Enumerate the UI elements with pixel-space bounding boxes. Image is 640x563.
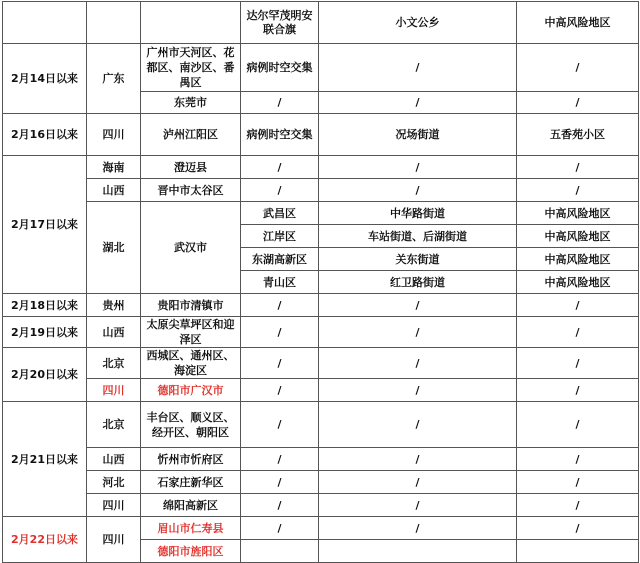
- regions-table: [2, 1, 639, 563]
- township-cell: /: [319, 348, 517, 379]
- banner-cell: /: [241, 92, 319, 114]
- banner-cell: /: [241, 402, 319, 448]
- province-cell: 四川: [87, 517, 141, 563]
- banner-cell: /: [241, 494, 319, 517]
- city-cell: 德阳市广汉市: [141, 379, 241, 402]
- risk-cell: /: [517, 156, 639, 179]
- city-cell: 绵阳高新区: [141, 494, 241, 517]
- table-row: [3, 44, 639, 92]
- banner-cell: 江岸区: [241, 225, 319, 248]
- banner-cell: 病例时空交集: [241, 114, 319, 156]
- date-cell: 2月20日以来: [3, 348, 87, 402]
- date-cell: 2月18日以来: [3, 294, 87, 317]
- township-cell: /: [319, 317, 517, 348]
- province-cell: 湖北: [87, 202, 141, 294]
- header-township-cell: 小文公乡: [319, 2, 517, 44]
- township-cell: /: [319, 156, 517, 179]
- township-cell: /: [319, 92, 517, 114]
- banner-cell: 青山区: [241, 271, 319, 294]
- risk-cell: /: [517, 92, 639, 114]
- city-cell: 太原尖草坪区和迎泽区: [141, 317, 241, 348]
- township-cell: /: [319, 494, 517, 517]
- table-row: [3, 448, 639, 471]
- risk-cell: [517, 540, 639, 563]
- city-cell: 武汉市: [141, 202, 241, 294]
- table-row: [3, 202, 639, 225]
- township-cell: /: [319, 379, 517, 402]
- province-cell: 河北: [87, 471, 141, 494]
- township-cell: /: [319, 471, 517, 494]
- city-cell: 东莞市: [141, 92, 241, 114]
- township-cell: /: [319, 448, 517, 471]
- risk-cell: /: [517, 44, 639, 92]
- township-cell: 车站街道、后湖街道: [319, 225, 517, 248]
- banner-cell: /: [241, 294, 319, 317]
- risk-cell: 五香苑小区: [517, 114, 639, 156]
- table-row: [3, 179, 639, 202]
- city-cell: 德阳市旌阳区: [141, 540, 241, 563]
- province-cell: 北京: [87, 402, 141, 448]
- risk-cell: /: [517, 179, 639, 202]
- banner-cell: /: [241, 348, 319, 379]
- table-row: [3, 402, 639, 448]
- city-cell: 眉山市仁寿县: [141, 517, 241, 540]
- province-cell: 四川: [87, 114, 141, 156]
- risk-cell: /: [517, 402, 639, 448]
- table-row: [3, 379, 639, 402]
- city-cell: 丰台区、顺义区、经开区、朝阳区: [141, 402, 241, 448]
- table-row: [3, 317, 639, 348]
- banner-cell: [241, 540, 319, 563]
- table-body: [3, 2, 639, 563]
- township-cell: 况场街道: [319, 114, 517, 156]
- township-cell: /: [319, 294, 517, 317]
- township-cell: /: [319, 179, 517, 202]
- city-cell: 澄迈县: [141, 156, 241, 179]
- township-cell: [319, 540, 517, 563]
- header-row: [3, 2, 639, 44]
- table-row: [3, 114, 639, 156]
- banner-cell: /: [241, 179, 319, 202]
- township-cell: 中华路街道: [319, 202, 517, 225]
- banner-cell: /: [241, 517, 319, 540]
- province-cell: 四川: [87, 379, 141, 402]
- risk-cell: /: [517, 494, 639, 517]
- banner-cell: 武昌区: [241, 202, 319, 225]
- risk-cell: /: [517, 471, 639, 494]
- table-row: [3, 471, 639, 494]
- risk-cell: 中高风险地区: [517, 248, 639, 271]
- date-cell: 2月21日以来: [3, 402, 87, 517]
- header-date-cell: [3, 2, 87, 44]
- banner-cell: /: [241, 317, 319, 348]
- risk-cell: /: [517, 448, 639, 471]
- risk-cell: /: [517, 348, 639, 379]
- banner-cell: 病例时空交集: [241, 44, 319, 92]
- banner-cell: /: [241, 379, 319, 402]
- header-province-cell: [87, 2, 141, 44]
- header-city-cell: [141, 2, 241, 44]
- province-cell: 山西: [87, 448, 141, 471]
- date-cell: 2月19日以来: [3, 317, 87, 348]
- header-risk-cell: 中高风险地区: [517, 2, 639, 44]
- table-row: [3, 517, 639, 540]
- township-cell: /: [319, 44, 517, 92]
- header-banner-cell: 达尔罕茂明安联合旗: [241, 2, 319, 44]
- city-cell: 石家庄新华区: [141, 471, 241, 494]
- city-cell: 泸州江阳区: [141, 114, 241, 156]
- township-cell: /: [319, 517, 517, 540]
- city-cell: 忻州市忻府区: [141, 448, 241, 471]
- date-cell: 2月14日以来: [3, 44, 87, 114]
- risk-cell: 中高风险地区: [517, 225, 639, 248]
- risk-cell: /: [517, 317, 639, 348]
- risk-cell: 中高风险地区: [517, 271, 639, 294]
- province-cell: 山西: [87, 317, 141, 348]
- table-row: [3, 156, 639, 179]
- table-row: [3, 494, 639, 517]
- table-row: [3, 348, 639, 379]
- date-cell: 2月17日以来: [3, 156, 87, 294]
- table-row: [3, 294, 639, 317]
- banner-cell: /: [241, 448, 319, 471]
- city-cell: 西城区、通州区、海淀区: [141, 348, 241, 379]
- city-cell: 晋中市太谷区: [141, 179, 241, 202]
- risk-cell: /: [517, 294, 639, 317]
- date-cell: 2月16日以来: [3, 114, 87, 156]
- risk-cell: /: [517, 517, 639, 540]
- risk-cell: 中高风险地区: [517, 202, 639, 225]
- risk-cell: /: [517, 379, 639, 402]
- township-cell: 关东街道: [319, 248, 517, 271]
- province-cell: 四川: [87, 494, 141, 517]
- banner-cell: 东湖高新区: [241, 248, 319, 271]
- province-cell: 海南: [87, 156, 141, 179]
- province-cell: 山西: [87, 179, 141, 202]
- date-cell: 2月22日以来: [3, 517, 87, 563]
- township-cell: 红卫路街道: [319, 271, 517, 294]
- banner-cell: /: [241, 471, 319, 494]
- banner-cell: /: [241, 156, 319, 179]
- city-cell: 广州市天河区、花都区、南沙区、番禺区: [141, 44, 241, 92]
- province-cell: 北京: [87, 348, 141, 379]
- township-cell: /: [319, 402, 517, 448]
- province-cell: 广东: [87, 44, 141, 114]
- city-cell: 贵阳市清镇市: [141, 294, 241, 317]
- province-cell: 贵州: [87, 294, 141, 317]
